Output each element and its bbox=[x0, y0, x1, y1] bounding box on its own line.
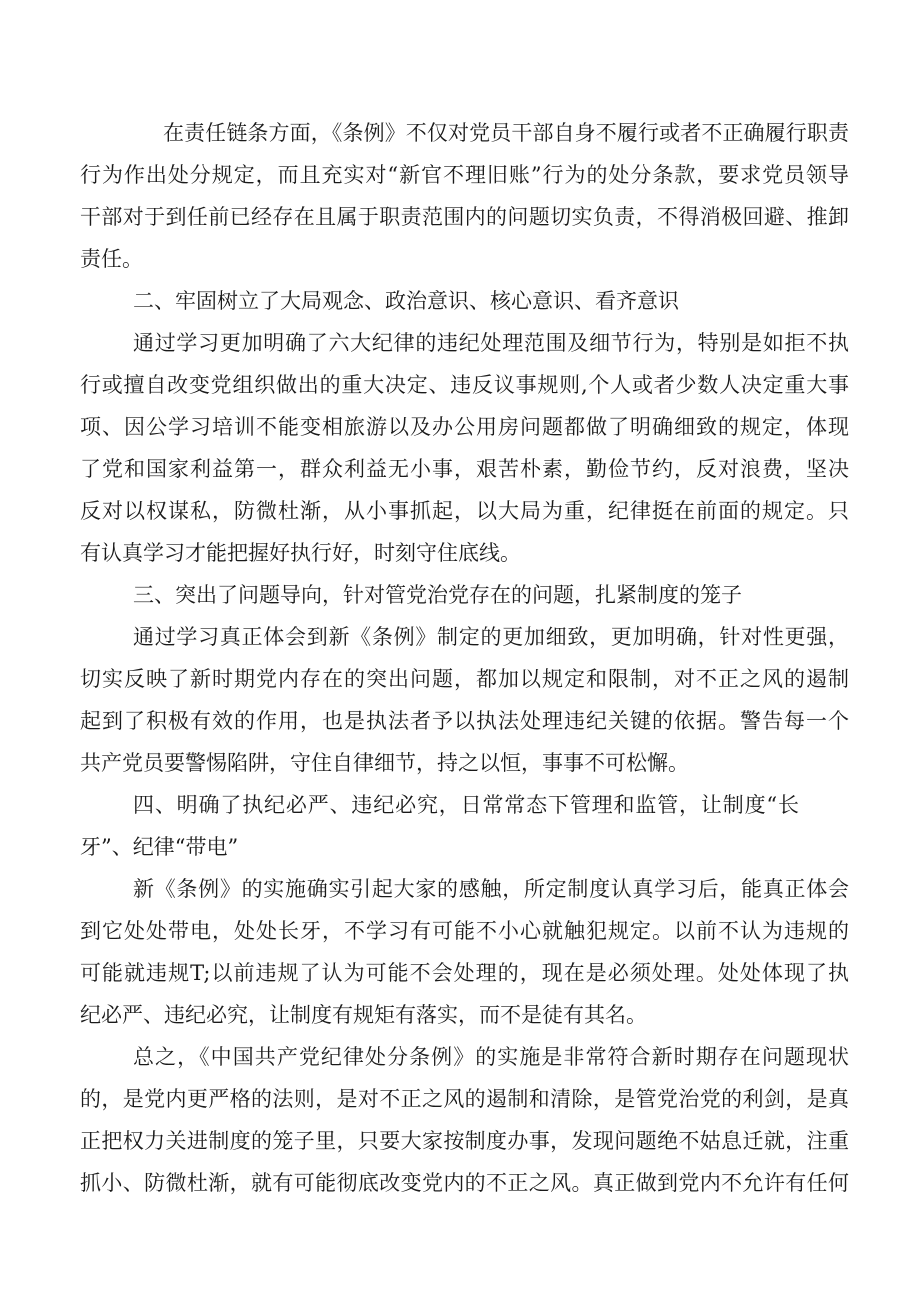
text-line: 的，是党内更严格的法则，是对不正之风的遏制和清除，是管党治党的利剑，是真 bbox=[80, 1087, 849, 1111]
text-line: 纪必严、违纪必究，让制度有规矩有落实，而不是徒有其名。 bbox=[80, 1003, 647, 1027]
text-line: 正把权力关进制度的笼子里，只要大家按制度办事，发现问题绝不姑息迁就，注重 bbox=[80, 1129, 849, 1153]
text-line: 四、明确了执纪必严、违纪必究，日常常态下管理和监管，让制度“长 bbox=[133, 793, 799, 817]
text-line: 总之，《中国共产党纪律处分条例》的实施是非常符合新时期存在问题现状 bbox=[133, 1045, 849, 1069]
text-line: 项、因公学习培训不能变相旅游以及办公用房问题都做了明确细致的规定，体现 bbox=[80, 415, 849, 439]
text-line: 可能就违规T;以前违规了认为可能不会处理的，现在是必须处理。处处体现了执 bbox=[80, 961, 849, 985]
text-line: 共产党员要警惕陷阱，守住自律细节，持之以恒，事事不可松懈。 bbox=[80, 751, 689, 775]
text-line: 责任。 bbox=[80, 247, 143, 271]
text-line: 二、牢固树立了大局观念、政治意识、核心意识、看齐意识 bbox=[133, 289, 679, 313]
text-line: 抓小、防微杜渐，就有可能彻底改变党内的不正之风。真正做到党内不允许有任何 bbox=[80, 1171, 849, 1195]
text-line: 通过学习真正体会到新《条例》制定的更加细致，更加明确，针对性更强， bbox=[133, 625, 849, 649]
text-line: 新《条例》的实施确实引起大家的感触，所定制度认真学习后，能真正体会 bbox=[133, 877, 849, 901]
text-line: 切实反映了新时期党内存在的突出问题，都加以规定和限制，对不正之风的遏制 bbox=[80, 667, 849, 691]
text-line: 通过学习更加明确了六大纪律的违纪处理范围及细节行为，特别是如拒不执 bbox=[133, 331, 849, 355]
text-line: 了党和国家利益第一，群众利益无小事，艰苦朴素，勤俭节约，反对浪费，坚决 bbox=[80, 457, 849, 481]
text-line: 行为作出处分规定，而且充实对“新官不理旧账”行为的处分条款，要求党员领导 bbox=[80, 163, 849, 187]
text-line: 反对以权谋私，防微杜渐，从小事抓起，以大局为重，纪律挺在前面的规定。只 bbox=[80, 499, 849, 523]
text-line: 干部对于到任前已经存在且属于职责范围内的问题切实负责，不得消极回避、推卸 bbox=[80, 205, 849, 229]
text-line: 三、突出了问题导向，针对管党治党存在的问题，扎紧制度的笼子 bbox=[133, 583, 742, 607]
text-line: 行或擅自改变党组织做出的重大决定、违反议事规则,个人或者少数人决定重大事 bbox=[80, 373, 849, 397]
text-line: 到它处处带电，处处长牙，不学习有可能不小心就触犯规定。以前不认为违规的 bbox=[80, 919, 849, 943]
text-line: 在责任链条方面，《条例》不仅对党员干部自身不履行或者不正确履行职责 bbox=[163, 121, 849, 145]
text-line: 起到了积极有效的作用，也是执法者予以执法处理违纪关键的依据。警告每一个 bbox=[80, 709, 849, 733]
text-line: 牙”、纪律“带电” bbox=[80, 835, 239, 859]
text-line: 有认真学习才能把握好执行好，时刻守住底线。 bbox=[80, 541, 521, 565]
